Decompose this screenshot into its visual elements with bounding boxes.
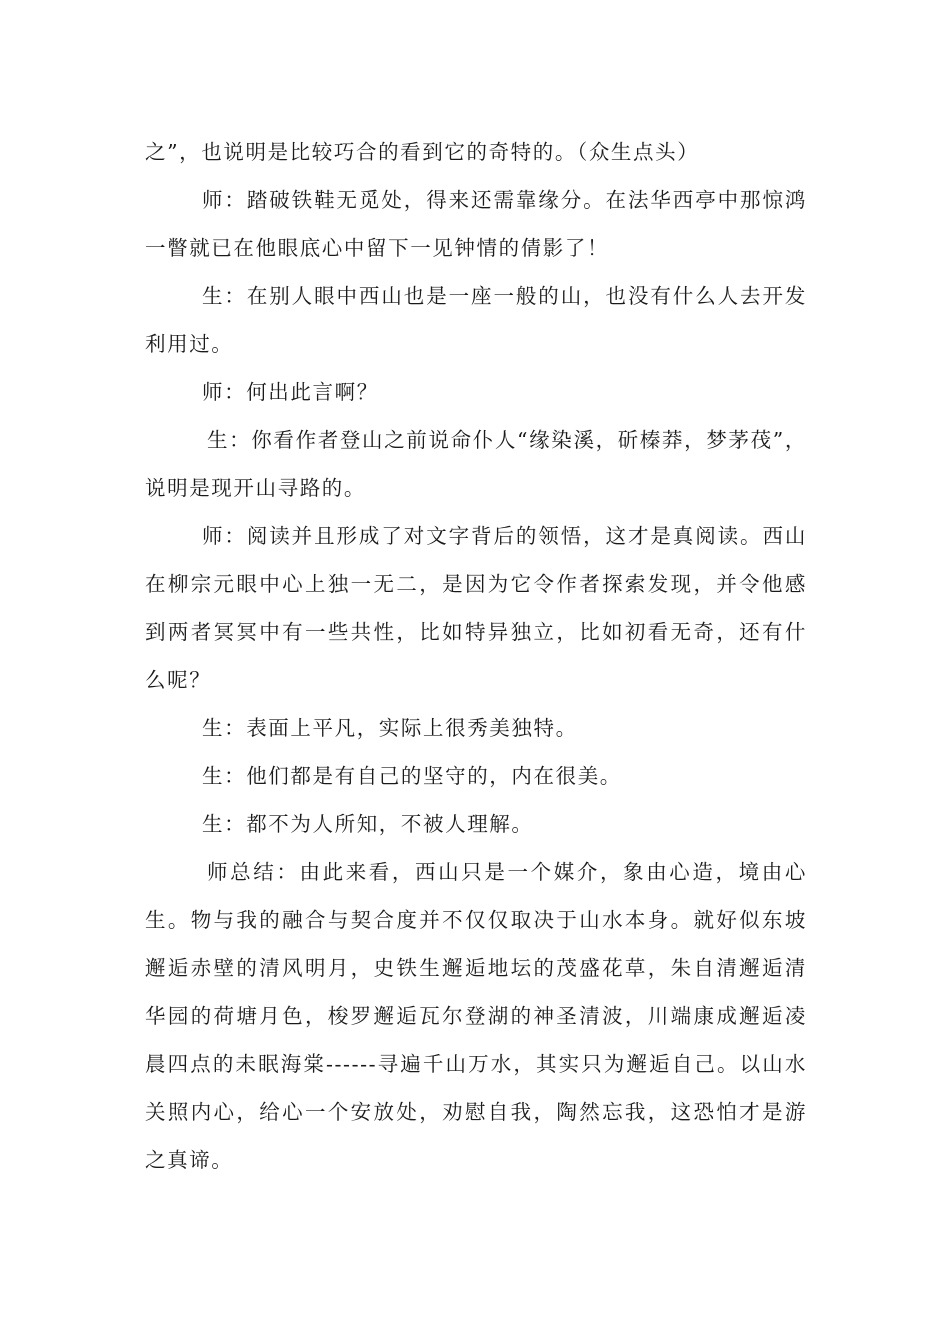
paragraph-student-5: 生：都不为人所知，不被人理解。 xyxy=(202,812,534,836)
body-text xyxy=(145,128,807,1184)
paragraph-continuation: 之”，也说明是比较巧合的看到它的奇特的。（众生点头） xyxy=(145,140,700,164)
paragraph-teacher-3: 师：阅读并且形成了对文字背后的领悟，这才是真阅读。西山在柳宗元眼中心上独一无二，是因为它令作者探索发现，并令他感到两者冥冥中有一些共性，比如特异独立，比如初看无奇，还有什么呢？ xyxy=(145,524,807,692)
paragraph-teacher-2: 师：何出此言啊？ xyxy=(202,380,379,404)
paragraph-teacher-summary: 师总结：由此来看，西山只是一个媒介，象由心造，境由心生。物与我的融合与契合度并不仅仅取决于山水本身。就好似东坡邂逅赤壁的清风明月，史铁生邂逅地坛的茂盛花草，朱自清邂逅清华园的荷塘月色，梭罗邂逅瓦尔登湖的神圣清波，川端康成邂逅凌晨四点的未眠海棠------寻遍千山万水，其实只为邂逅自己。以山水关照内心，给心一个安放处，劝慰自我，陶然忘我，这恐怕才是游之真谛。 xyxy=(145,860,807,1172)
paragraph-student-4: 生：他们都是有自己的坚守的，内在很美。 xyxy=(202,764,622,788)
paragraph-student-3: 生：表面上平凡，实际上很秀美独特。 xyxy=(202,716,578,740)
paragraph-student-2: 生：你看作者登山之前说命仆人“缘染溪，斫榛莽，梦茅茷”，说明是现开山寻路的。 xyxy=(145,428,807,500)
paragraph-teacher-1: 师：踏破铁鞋无觅处，得来还需靠缘分。在法华西亭中那惊鸿一瞥就已在他眼底心中留下一见钟情的倩影了！ xyxy=(145,188,807,260)
paragraph-student-1: 生：在别人眼中西山也是一座一般的山，也没有什么人去开发利用过。 xyxy=(145,284,807,356)
